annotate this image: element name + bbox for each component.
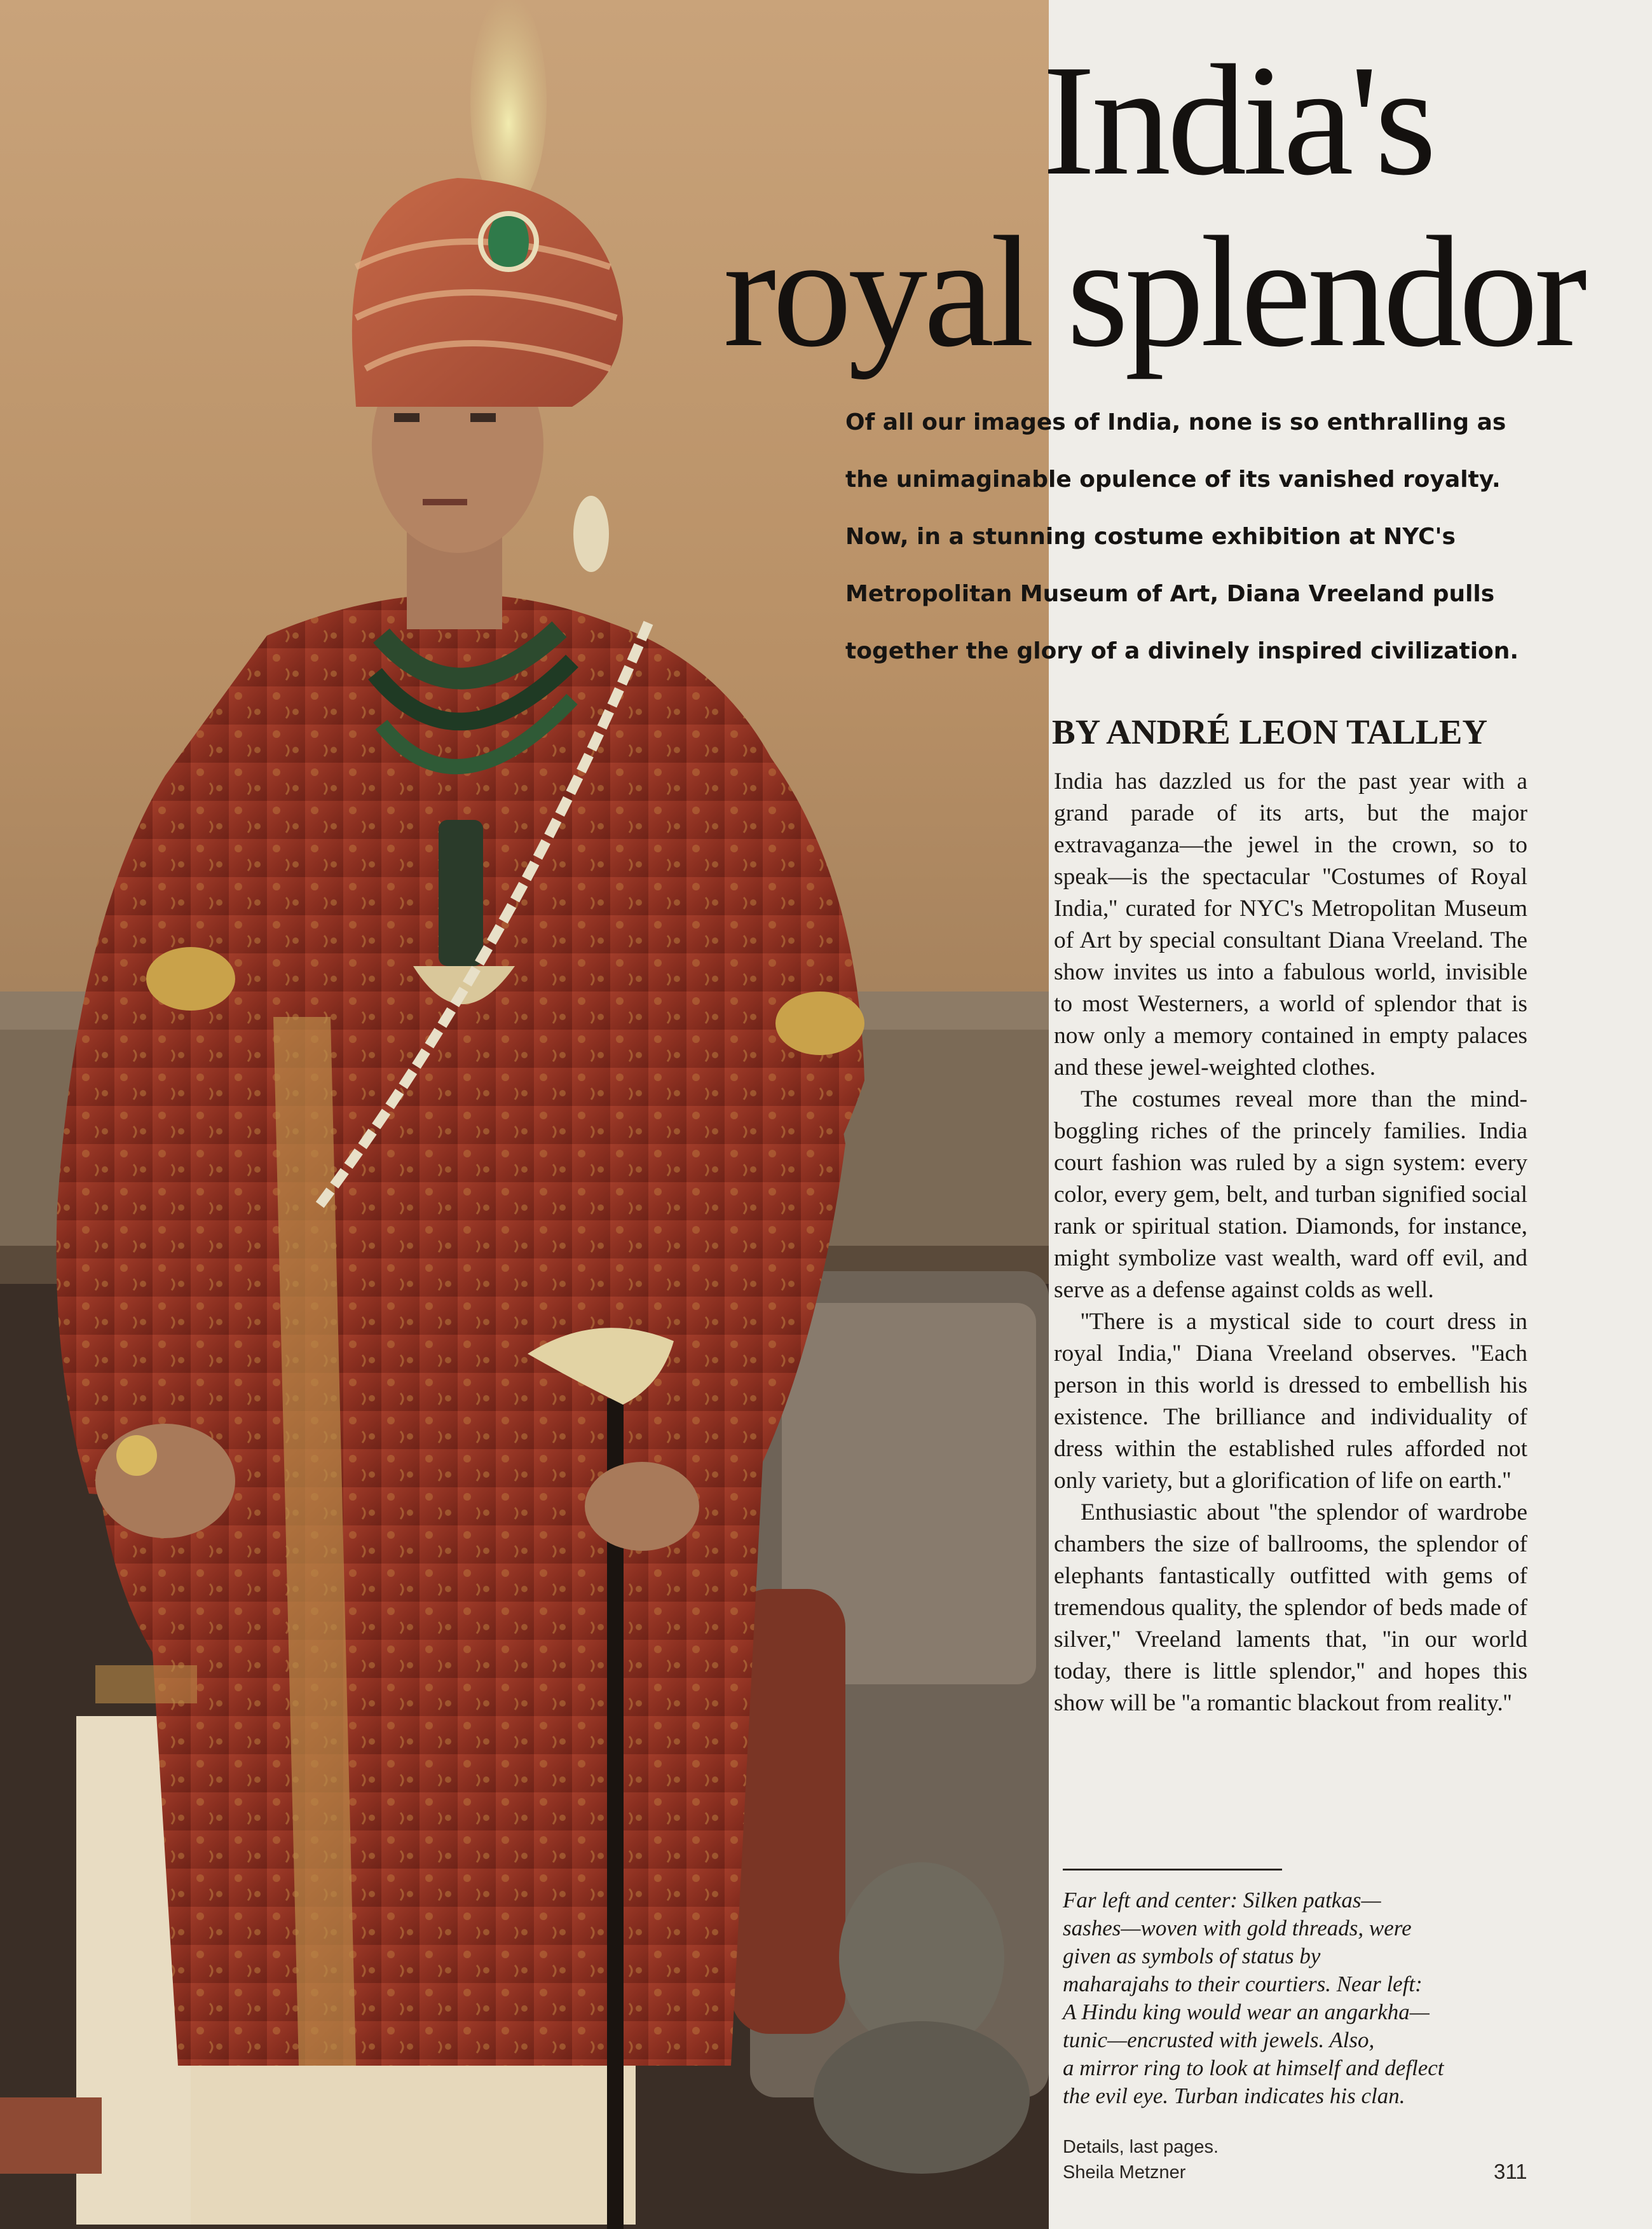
deck-line: together the glory of a divinely inspired civilization.	[845, 638, 1519, 664]
credit-photographer: Sheila Metzner	[1063, 2162, 1186, 2183]
caption-line: sashes—woven with gold threads, were	[1063, 1916, 1412, 1940]
deck-line: Now, in a stunning costume exhibition at NYC's	[845, 524, 1456, 550]
left-hand	[95, 1424, 235, 1538]
page-number: 311	[1494, 2160, 1527, 2183]
deck-line: Metropolitan Museum of Art, Diana Vreeland pulls	[845, 581, 1495, 607]
caption-line: tunic—encrusted with jewels. Also,	[1063, 2028, 1375, 2052]
earring	[573, 496, 609, 572]
caption-line: the evil eye. Turban indicates his clan.	[1063, 2083, 1405, 2108]
armlet	[146, 947, 235, 1011]
caption-line: given as symbols of status by	[1063, 1944, 1321, 1968]
caption-line: A Hindu king would wear an angarkha—	[1063, 2000, 1430, 2024]
angarkha-robe	[92, 594, 845, 2066]
caption-line: maharajahs to their courtiers. Near left:	[1063, 1972, 1423, 1996]
photo-caption	[1063, 1886, 1546, 2110]
photo-credit	[1063, 2134, 1219, 2185]
article-body	[1054, 766, 1527, 1719]
body-paragraph: ''There is a mystical side to court dress in royal India,'' Diana Vreeland observes. ''Each person in this world is dressed to embellish his existence. The brilliance and individuality of dress within the established rules afforded not only variety, but a glorification of life on earth.''	[1054, 1309, 1527, 1494]
pendant	[439, 820, 483, 966]
body-paragraph: Enthusiastic about ''the splendor of wardrobe chambers the size of ballrooms, the splendor of elephants fantastically outfitted with gems of tremendous quality, the splendor of beds made of silver,'' Vreeland laments that, ''in our world today, there is little splendor,'' and hopes this show will be ''a romantic blackout from reality.''	[1054, 1499, 1527, 1716]
body-paragraph: India has dazzled us for the past year with a grand parade of its arts, but the major extravaganza—the jewel in the crown, so to speak—is the spectacular ''Costumes of Royal India,'' curated for NYC's Metropolitan Museum of Art by special consultant Diana Vreeland. The show invites us into a fabulous world, invisible to most Westerners, a world of splendor that is now only a memory contained in empty palaces and these jewel-weighted clothes.	[1054, 768, 1527, 1080]
caption-line: a mirror ring to look at himself and deflect	[1063, 2055, 1444, 2080]
caption-rule	[1063, 1869, 1282, 1871]
caption-line: Far left and center: Silken patkas—	[1063, 1888, 1381, 1912]
deck-line: Of all our images of India, none is so enthralling as	[845, 409, 1506, 435]
right-hand	[585, 1462, 699, 1551]
byline: BY ANDRÉ LEON TALLEY	[1052, 712, 1488, 751]
credit-details: Details, last pages.	[1063, 2137, 1219, 2157]
turban-plume	[470, 0, 547, 210]
deck-line: the unimaginable opulence of its vanished royalty.	[845, 467, 1501, 493]
headline-line-2: royal splendor	[723, 204, 1584, 380]
body-paragraph: The costumes reveal more than the mind-boggling riches of the princely families. India court fashion was ruled by a sign system: every color, every gem, belt, and turban signified social rank or spiritual station. Diamonds, for instance, might symbolize vast wealth, ward off evil, and serve as a defense against colds as well.	[1054, 1086, 1527, 1303]
deck	[845, 394, 1538, 680]
headline-line-1: India's	[1042, 32, 1433, 208]
